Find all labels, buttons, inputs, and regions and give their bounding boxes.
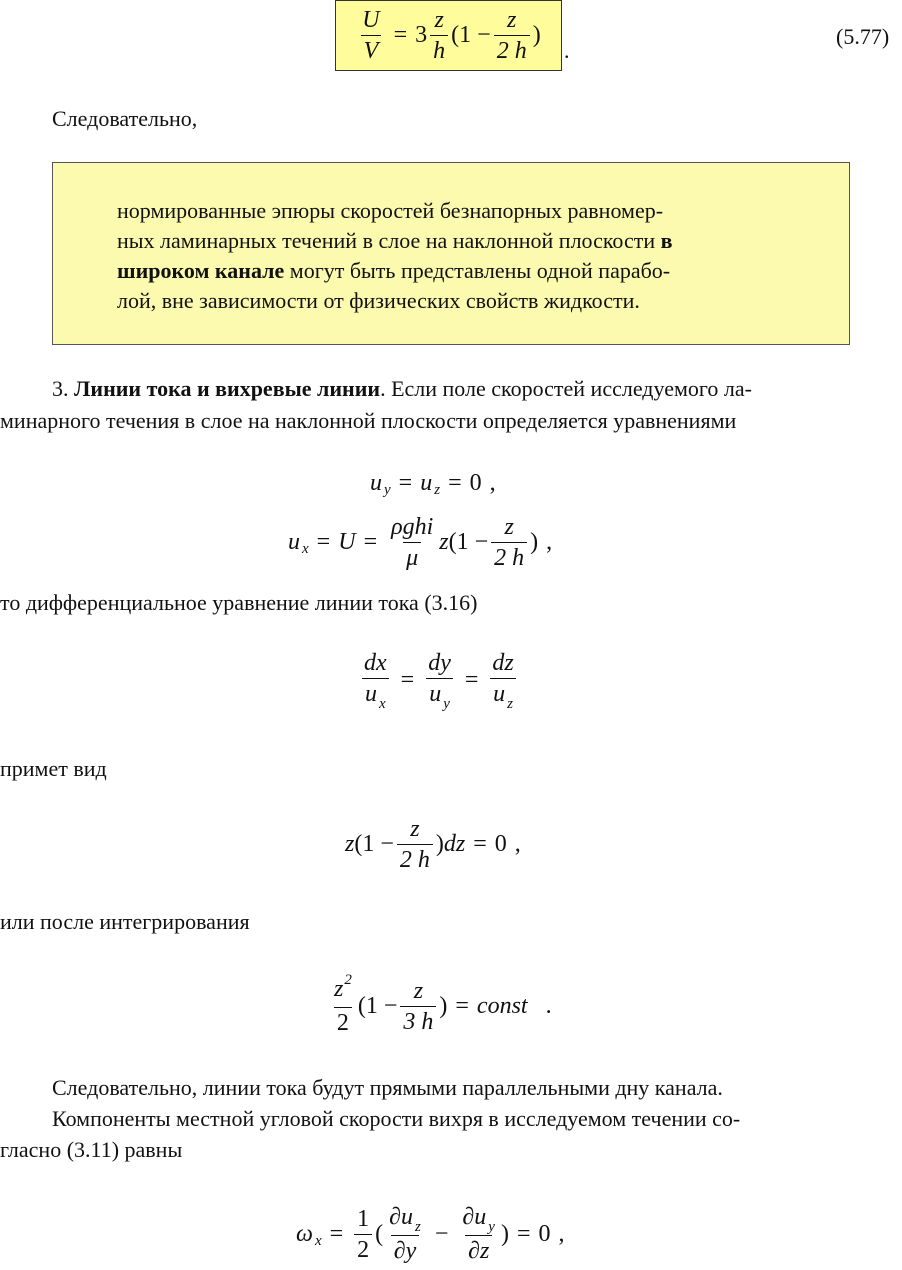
coefficient: 3 xyxy=(415,22,428,48)
paren-close: ) xyxy=(435,831,444,857)
highlight-line-1: нормированные эпюры скоростей безнапорных равномер- xyxy=(117,198,664,223)
subscript-x: x xyxy=(378,696,386,712)
symbol-U: U xyxy=(338,529,356,555)
equals-sign: = xyxy=(464,666,479,693)
section-heading: Линии тока и вихревые линии xyxy=(74,376,381,401)
equals-sign: = xyxy=(400,666,415,693)
numerator: ρghi xyxy=(391,514,434,540)
comma: , xyxy=(489,470,496,496)
symbol-u: u xyxy=(288,529,300,555)
highlight-line-2-text: ных ламинарных течений в слое на наклонной плоскости xyxy=(117,228,661,253)
symbol-u: u xyxy=(493,681,506,707)
symbol-u: u xyxy=(420,470,433,496)
equals-sign: = xyxy=(316,529,331,555)
equation-uy-uz xyxy=(370,470,496,497)
numerator: z xyxy=(504,514,514,540)
symbol-z: z xyxy=(439,529,449,555)
partial-u: ∂u xyxy=(389,1204,414,1230)
numerator xyxy=(459,1202,498,1235)
equals-sign: = xyxy=(363,529,378,555)
symbol-u: u xyxy=(429,681,442,707)
section-line-1-rest: . Если поле скоростей исследуемого ла- xyxy=(380,376,752,401)
formula-5-77 xyxy=(335,0,562,71)
numerator: dy xyxy=(428,650,451,676)
fraction-duy-over-dz xyxy=(459,1202,498,1266)
equation-ux xyxy=(288,512,552,573)
highlight-line-3-text: могут быть представлены одной парабо- xyxy=(284,258,671,283)
paragraph-consequently: Следовательно, xyxy=(52,106,198,131)
section-number: 3. xyxy=(52,376,74,401)
fraction-z2-over-2 xyxy=(331,974,355,1038)
zero: 0 xyxy=(538,1220,551,1247)
numerator: z xyxy=(410,816,420,842)
fraction-z-over-2h xyxy=(494,5,530,66)
denominator: ∂z xyxy=(465,1235,492,1266)
fraction-dy-over-uy xyxy=(425,648,454,712)
subscript-z: z xyxy=(415,1219,421,1235)
fraction-z-over-h xyxy=(430,5,448,66)
subscript-y: y xyxy=(488,1219,495,1235)
formula-period: . xyxy=(564,38,570,63)
denominator xyxy=(426,678,453,712)
paren-open: (1 − xyxy=(451,22,491,48)
equals-sign: = xyxy=(516,1220,531,1247)
numerator: U xyxy=(362,7,380,33)
paragraph-takes-form: примет вид xyxy=(0,756,107,781)
equals-sign: = xyxy=(455,992,469,1019)
fraction-z-over-2h xyxy=(397,814,433,875)
paren-close: ) xyxy=(532,22,541,48)
symbol-z: z xyxy=(334,976,344,1002)
symbol-dz: dz xyxy=(443,831,466,857)
numerator: z xyxy=(434,7,444,33)
paren-open: (1 − xyxy=(357,992,398,1019)
numerator: z xyxy=(413,977,424,1004)
numerator: z xyxy=(507,7,517,33)
numerator: dz xyxy=(492,650,514,676)
denominator: ∂y xyxy=(391,1235,420,1266)
partial-u: ∂u xyxy=(462,1204,487,1230)
denominator: 2 h xyxy=(494,35,530,66)
equals-sign: = xyxy=(473,831,487,857)
minus-sign: − xyxy=(434,1220,449,1247)
numerator: dx xyxy=(364,650,387,676)
paragraph-consequently-streamlines: Следовательно, линии тока будут прямыми параллельными дну канала. xyxy=(52,1075,723,1100)
denominator: 2 xyxy=(354,1234,372,1265)
paren-open: ( xyxy=(375,1220,384,1247)
numerator xyxy=(386,1202,424,1235)
denominator: h xyxy=(430,35,448,66)
denominator: 3 h xyxy=(400,1006,436,1037)
denominator: 2 xyxy=(334,1007,352,1038)
numerator xyxy=(331,974,355,1007)
fraction-dx-over-ux xyxy=(361,648,390,712)
zero: 0 xyxy=(469,470,482,496)
comma: , xyxy=(558,1220,565,1247)
fraction-duz-over-dy xyxy=(386,1202,424,1266)
equals-sign: = xyxy=(448,470,462,496)
equation-streamline-form xyxy=(345,814,521,875)
equation-omega-x xyxy=(296,1202,565,1266)
paren-open: (1 − xyxy=(448,529,489,555)
highlight-line-3 xyxy=(117,256,670,286)
subscript-x: x xyxy=(314,1232,322,1249)
highlight-line-2 xyxy=(117,226,673,256)
paren-open: (1 − xyxy=(354,831,394,857)
denominator xyxy=(490,678,516,712)
paragraph-components-line-2: гласно (3.11) равны xyxy=(0,1137,183,1162)
highlight-bold-word: в xyxy=(660,228,673,253)
subscript-z: z xyxy=(434,482,441,498)
denominator: μ xyxy=(403,542,421,573)
fraction-z-over-2h xyxy=(491,512,527,573)
symbol-omega: ω xyxy=(296,1220,313,1247)
paragraph-after-integration: или после интегрирования xyxy=(0,909,250,934)
subscript-y: y xyxy=(384,482,391,498)
subscript-y: y xyxy=(443,696,450,712)
subscript-x: x xyxy=(302,541,309,557)
section-3-line-2: минарного течения в слое на наклонной плоскости определяется уравнениями xyxy=(0,408,737,433)
zero: 0 xyxy=(494,831,507,857)
fraction-dz-over-uz xyxy=(489,648,516,712)
fraction-z-over-3h xyxy=(400,976,436,1037)
fraction-rho-g-h-i-over-mu xyxy=(388,512,436,573)
symbol-u: u xyxy=(370,470,382,496)
section-3-line-1 xyxy=(52,374,752,404)
paragraph-then: то дифференциальное уравнение линии тока (3.16) xyxy=(0,590,478,615)
highlight-bold-phrase: широком канале xyxy=(117,258,285,283)
period: . xyxy=(545,992,552,1019)
paren-close: ) xyxy=(530,529,539,555)
equation-integral xyxy=(328,974,552,1038)
fraction-one-half xyxy=(354,1204,372,1265)
denominator xyxy=(362,678,389,712)
superscript-2: 2 xyxy=(344,972,352,988)
numerator: 1 xyxy=(357,1205,370,1232)
equals-sign: = xyxy=(329,1220,344,1247)
paren-close: ) xyxy=(439,992,448,1019)
equation-number: (5.77) xyxy=(836,24,890,49)
equation-streamline xyxy=(358,648,520,712)
equals-sign: = xyxy=(393,22,408,48)
highlight-line-4: лой, вне зависимости от физических свойств жидкости. xyxy=(117,288,640,313)
paragraph-components-line-1: Компоненты местной угловой скорости вихря в исследуемом течении со- xyxy=(52,1106,741,1131)
paren-close: ) xyxy=(500,1220,509,1247)
comma: , xyxy=(546,529,553,555)
symbol-z: z xyxy=(345,831,355,857)
highlight-box xyxy=(52,162,850,345)
denominator: 2 h xyxy=(491,542,527,573)
equals-sign: = xyxy=(398,470,413,496)
subscript-z: z xyxy=(507,696,513,712)
denominator: 2 h xyxy=(397,844,433,875)
fraction-u-over-v xyxy=(359,5,382,66)
symbol-const: const xyxy=(476,992,528,1019)
denominator: V xyxy=(361,35,382,66)
comma: , xyxy=(514,831,521,857)
symbol-u: u xyxy=(364,681,377,707)
